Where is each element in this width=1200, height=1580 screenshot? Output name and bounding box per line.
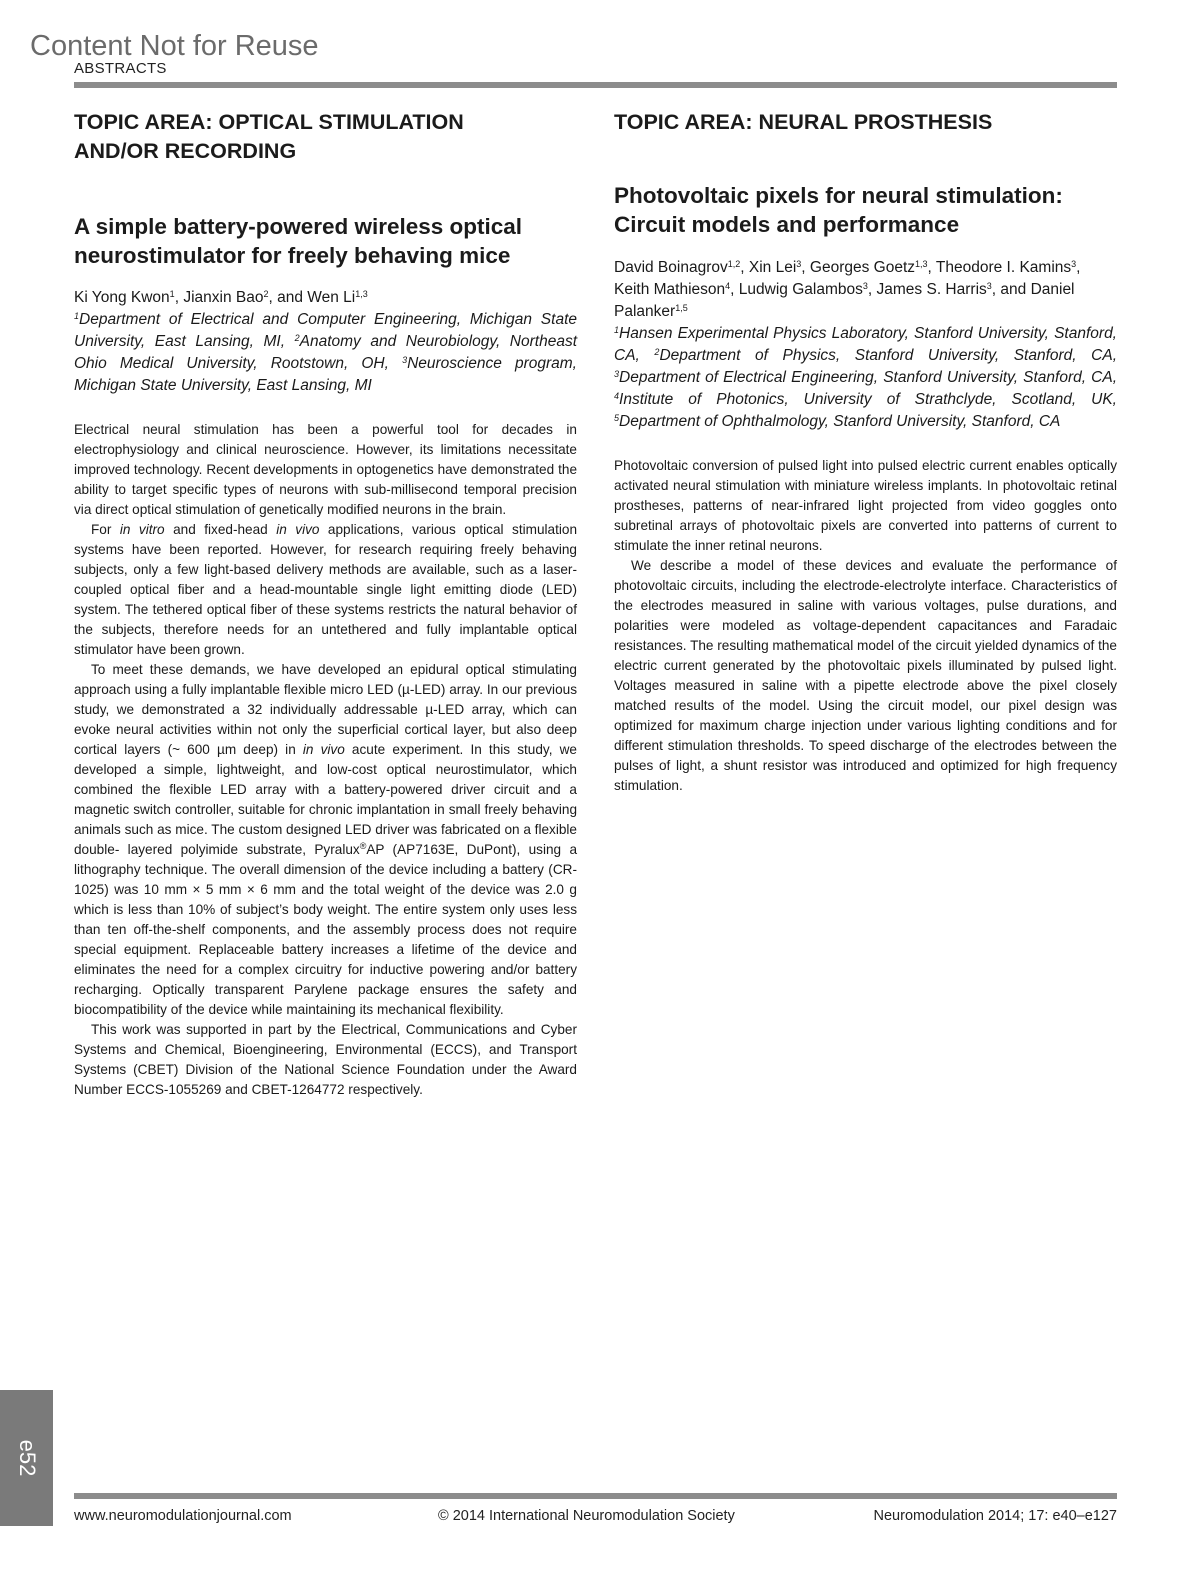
section-label: ABSTRACTS — [74, 60, 167, 77]
topic-heading — [74, 108, 577, 166]
footer-copyright: © 2014 International Neuromodulation Society — [438, 1508, 735, 1524]
title-line: neurostimulator for freely behaving mice — [74, 243, 511, 268]
right-column — [614, 108, 1117, 796]
left-column — [74, 108, 577, 1100]
top-rule — [74, 82, 1117, 88]
abstract-body — [614, 456, 1117, 796]
abstract-title — [74, 212, 577, 270]
author-list: David Boinagrov$^{1,2}$, Xin Lei$^3$, Georges Goetz$^{1,3}$, Theodore I. Kamins$^3$, Keith Mathieson$^4$, Ludwig Galambos$^3$, James S. Harris$^3$, and Daniel Palanker$^{1,5}$ — [614, 259, 1081, 320]
footer-website[interactable]: www.neuromodulationjournal.com — [74, 1508, 292, 1524]
footer-citation: Neuromodulation 2014; 17: e40–e127 — [873, 1508, 1117, 1524]
paragraph: For in vitro and fixed-head in vivo applications, various optical stimulation systems have been reported. However, for research requiring freely behaving subjects, only a few light-based delivery methods are available, such as a laser-coupled optical fiber and a head-mountable single light emitting diode (LED) system. The tethered optical fiber of these systems restricts the natural behavior of the subjects, therefore needs for an untethered and fully implantable optical stimulator have been grown. — [74, 522, 578, 657]
title-line: Circuit models and performance — [614, 212, 960, 237]
page-number: e52 — [14, 1439, 40, 1477]
affiliations: $^1$Department of Electrical and Computer Engineering, Michigan State University, East Lansing, MI, $^2$Anatomy and Neurobiology, Northeast Ohio Medical University, Rootstown, OH, $^3$Neuroscience program, Michigan State University, East Lansing, MI — [74, 311, 578, 394]
watermark: Content Not for Reuse — [30, 30, 319, 62]
paragraph: We describe a model of these devices and evaluate the performance of photovoltaic circuits, including the electrode-electrolyte interface. Characteristics of the electrodes measured in saline with various voltages, pulse durations, and polarities were modeled as voltage-dependent capacitances and Faradaic resistances. The resulting mathematical model of the circuit yielded dynamics of the electric current generated by the photovoltaic pixels illuminated by pulsed light. Voltages measured in saline with a pipette electrode above the pixel closely matched results of the model. Using the circuit model, our pixel design was optimized for maximum charge injection under various lighting conditions and for different stimulation thresholds. To speed discharge of the electrodes between the pulses of light, a shunt resistor was introduced and optimized for high frequency stimulation. — [614, 558, 1117, 793]
paragraph: Photovoltaic conversion of pulsed light into pulsed electric current enables optically activated neural stimulation with miniature wireless implants. In photovoltaic retinal prostheses, patterns of near-infrared light projected from video goggles onto subretinal arrays of photovoltaic pixels are converted into patterns of current to stimulate the inner retinal neurons. — [614, 458, 1117, 553]
topic-heading: TOPIC AREA: NEURAL PROSTHESIS — [614, 110, 993, 134]
page-number-tab — [0, 1390, 53, 1526]
topic-line: TOPIC AREA: OPTICAL STIMULATION — [74, 110, 464, 134]
title-line: A simple battery-powered wireless optical — [74, 214, 523, 239]
author-list: Ki Yong Kwon$^1$, Jianxin Bao$^2$, and Wen Li$^{1,3}$ — [74, 289, 368, 306]
title-line: Photovoltaic pixels for neural stimulation: — [614, 183, 1063, 208]
paragraph: To meet these demands, we have developed an epidural optical stimulating approach using a fully implantable flexible micro LED (µ-LED) array. In our previous study, we demonstrated a 32 individually addressable µ-LED array, which can evoke neural activities within not only the superficial cortical layer, but also deep cortical layers (~ 600 µm deep) in in vivo acute experiment. In this study, we developed a simple, lightweight, and low-cost optical neurostimulator, which combined the flexible LED array with a battery-powered driver circuit and a magnetic switch controller, suitable for chronic implantation in small freely behaving animals such as mice. The custom designed LED driver was fabricated on a flexible double- layered polyimide substrate, Pyralux®AP (AP7163E, DuPont), using a lithography technique. The overall dimension of the device including a battery (CR-1025) was 10 mm × 5 mm × 6 mm and the total weight of the device was 2.0 g which is less than 10% of subject’s body weight. The entire system only uses less than ten off-the-shelf components, and the assembly process does not require special equipment. Replaceable battery increases a lifetime of the device and eliminates the need for a complex circuitry for inductive powering and/or battery recharging. Optically transparent Parylene package ensures the safety and biocompatibility of the device while maintaining its mechanical flexibility. — [74, 662, 577, 1017]
topic-line: AND/OR RECORDING — [74, 139, 297, 163]
bottom-rule — [74, 1493, 1117, 1499]
affiliations: $^1$Hansen Experimental Physics Laboratory, Stanford University, Stanford, CA, $^2$Department of Physics, Stanford University, Stanford, CA, $^3$Department of Electrical Engineering, Stanford University, Stanford, CA, $^4$Institute of Photonics, University of Strathclyde, Scotland, UK, $^5$Department of Ophthalmology, Stanford University, Stanford, CA — [614, 325, 1118, 430]
paragraph: This work was supported in part by the Electrical, Communications and Cyber Systems and Chemical, Bioengineering, Environmental (ECCS), and Transport Systems (CBET) Division of the National Science Foundation under the Award Number ECCS-1055269 and CBET-1264772 respectively. — [74, 1022, 577, 1097]
abstract-body — [74, 420, 577, 1100]
paragraph: Electrical neural stimulation has been a powerful tool for decades in electrophysiology and clinical neuroscience. However, its limitations necessitate improved technology. Recent developments in optogenetics have demonstrated the ability to target specific types of neurons with sub-millisecond temporal precision via direct optical stimulation of genetically modified neurons in the brain. — [74, 422, 577, 517]
abstract-title — [614, 181, 1117, 239]
